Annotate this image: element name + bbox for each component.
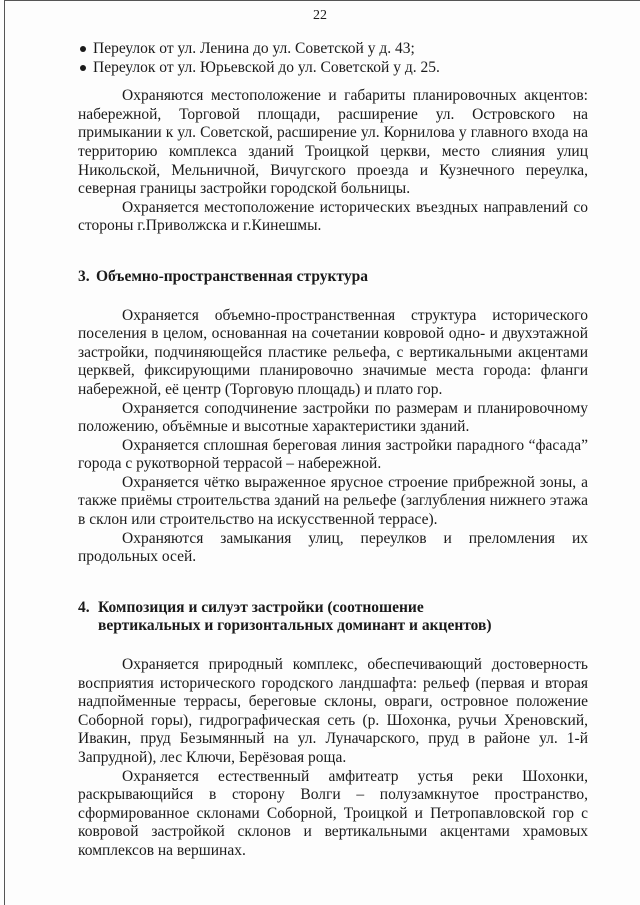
bullet-icon — [80, 65, 86, 71]
section-heading-4 — [78, 599, 588, 636]
scan-border-left — [4, 0, 5, 905]
paragraph: Охраняются местоположение и габариты планировочных акцентов: набережной, Торговой площади, расширение ул. Островского на примыкании к ул. Советской, расширение ул. Корнилова у главного входа на территорию комплекса зданий Троицкой церкви, место слияния улиц Никольской, Мельничной, Вичугского проезда и Кузнечного переулка, северная границы застройки городской больницы. — [78, 87, 588, 198]
paragraph: Охраняются замыкания улиц, переулков и преломления их продольных осей. — [78, 529, 588, 566]
paragraph: Охраняется природный комплекс, обеспечивающий достоверность восприятия исторического городского ландшафта: рельеф (первая и вторая надпойменные террасы, береговые склоны, овраги, островное положение Соборной горы), гидрографическая сеть (р. Шохонка, ручьи Хреновский, Ивакин, пруд Безымянный на ул. Луначарского, пруд в районе ул. 1-й Запрудной), лес Ключи, Берёзовая роща. — [78, 656, 588, 766]
paragraph: Охраняется чётко выраженное ярусное строение прибрежной зоны, а также приёмы строительства зданий на рельефе (заглубления нижнего этажа в склон или строительство на искусственной террасе). — [78, 473, 588, 529]
paragraph: Охраняется объемно-пространственная структура исторического поселения в целом, основанная на сочетании ковровой одно- и двухэтажной застройки, подчиняющейся пластике рельефа, с вертикальными акцентами церквей, фиксирующими планировочно значимые места города: фланги набережной, её центр (Торговую площадь) и плато гор. — [78, 306, 588, 398]
page-number: 22 — [313, 8, 327, 23]
section-number: 4. — [78, 598, 90, 616]
section-title: Композиция и силуэт застройки (соотношение вертикальных и горизонтальных доминант и акцентов) — [98, 598, 492, 635]
section-number: 3. — [78, 267, 90, 285]
lane-list — [78, 40, 588, 77]
section-title: Объемно-пространственная структура — [96, 267, 368, 285]
paragraph: Охраняется естественный амфитеатр устья реки Шохонки, раскрывающийся в сторону Волги – полузамкнутое пространство, сформированное склонами Соборной, Троицкой и Петропавловской гор с ковровой застройкой склонов и вертикальными акцентами храмовых комплексов на вершинах. — [78, 767, 588, 859]
document-body — [78, 40, 588, 861]
scan-border-top — [4, 0, 640, 1]
section-heading-3 — [78, 268, 588, 287]
list-item: Переулок от ул. Юрьевской до ул. Советской у д. 25. — [78, 59, 588, 78]
list-item: Переулок от ул. Ленина до ул. Советской у д. 43; — [78, 40, 588, 59]
paragraph: Охраняется соподчинение застройки по размерам и планировочному положению, объёмные и высотные характеристики зданий. — [78, 399, 588, 436]
paragraph: Охраняется местоположение исторических въездных направлений со стороны г.Приволжска и г.Кинешмы. — [78, 198, 588, 235]
bullet-icon — [80, 46, 86, 52]
paragraph: Охраняется сплошная береговая линия застройки парадного “фасада” города с рукотворной террасой – набережной. — [78, 436, 588, 473]
